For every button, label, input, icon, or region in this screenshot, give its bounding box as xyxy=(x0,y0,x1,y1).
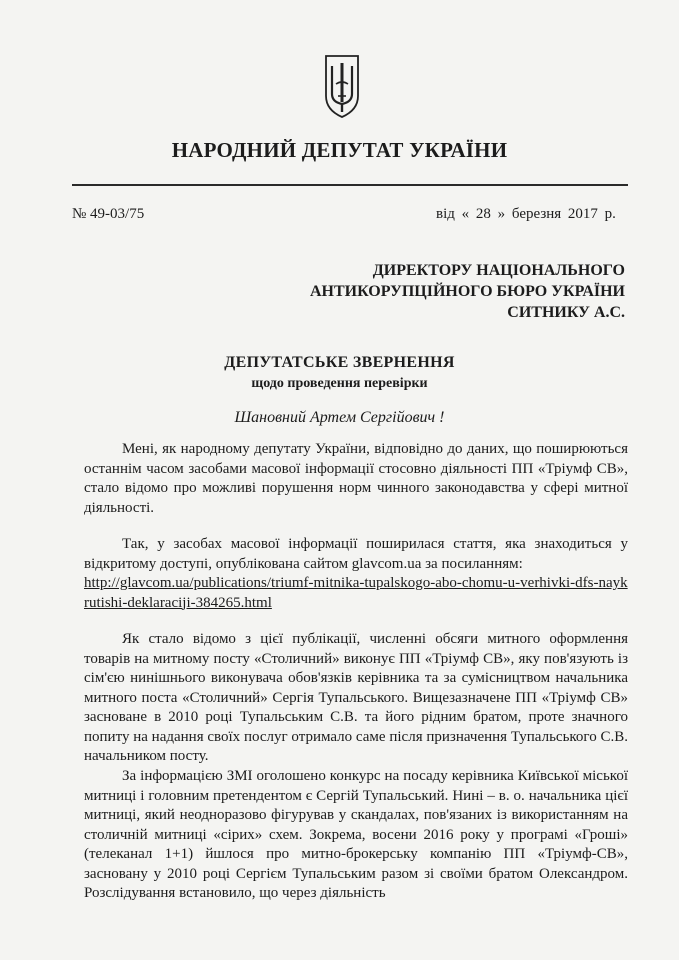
addressee-block xyxy=(310,260,625,323)
reference-number: № 49-03/75 xyxy=(72,206,145,222)
body-paragraph: За інформацією ЗМІ оголошено конкурс на посаду керівника Київської міської митниці і головним претендентом є Сергій Тупальський. Нині – в. о. начальника цієї митниці, який неодноразово фігурував у скандалах, пов'язаних із використанням на столичній митниці «сірих» схем. Зокрема, восени 2016 року у програмі «Гроші» (телеканал 1+1) йшлося про митно-брокерську компанію ПП «Тріумф-СВ», засновану у 2010 році Сергієм Тупальським разом зі своїми братом Олександром. Розслідування встановило, що через діяльність xyxy=(84,768,628,901)
addressee-line: АНТИКОРУПЦІЙНОГО БЮРО УКРАЇНИ xyxy=(309,283,625,300)
document-type: ДЕПУТАТСЬКЕ ЗВЕРНЕННЯ xyxy=(224,354,455,371)
body-paragraph xyxy=(84,535,628,613)
letter-date: від « 28 » березня 2017 р. xyxy=(436,206,616,222)
addressee-line: ДИРЕКТОРУ НАЦІОНАЛЬНОГО xyxy=(372,262,625,279)
header-title: НАРОДНИЙ ДЕПУТАТ УКРАЇНИ xyxy=(171,138,508,162)
body-paragraph: Як стало відомо з цієї публікації, численні обсяги митного оформлення товарів на митному посту «Столичний» виконує ПП «Тріумф СВ», яку пов'язують із сім'єю нинішнього виконувача обов'язків керівника та за сумісництвом начальника митного поста «Столичний» Сергія Тупальського. Вищезазначене ПП «Тріумф СВ» засноване в 2010 році Тупальським С.В. та його рідним братом, проте значного попиту на надання своїх послуг отримало саме після призначення Тупальського С.В. начальником посту. xyxy=(84,631,628,764)
article-link[interactable]: http://glavcom.ua/publications/triumf-mitnika-tupalskogo-abo-chomu-u-verhivki-dfs-naykrutishi-deklaraciji-384265.html xyxy=(84,575,628,611)
document-subject: щодо проведення перевірки xyxy=(251,376,428,391)
paragraph-text: Так, у засобах масової інформації поширилася стаття, яка знаходиться у відкритому доступі, опублікована сайтом glavcom.ua за посиланням: xyxy=(84,536,628,572)
body-paragraph: Мені, як народному депутату України, відповідно до даних, що поширюються останнім часом засобами масової інформації стосовно діяльності ПП «Тріумф СВ», стало відомо про можливі порушення норм чинного законодавства у сфері митної діяльності. xyxy=(84,441,628,516)
header-divider xyxy=(72,184,628,186)
salutation: Шановний Артем Сергійович ! xyxy=(234,409,445,426)
addressee-line: СИТНИКУ А.С. xyxy=(507,304,625,321)
trident-emblem-icon xyxy=(322,50,362,120)
